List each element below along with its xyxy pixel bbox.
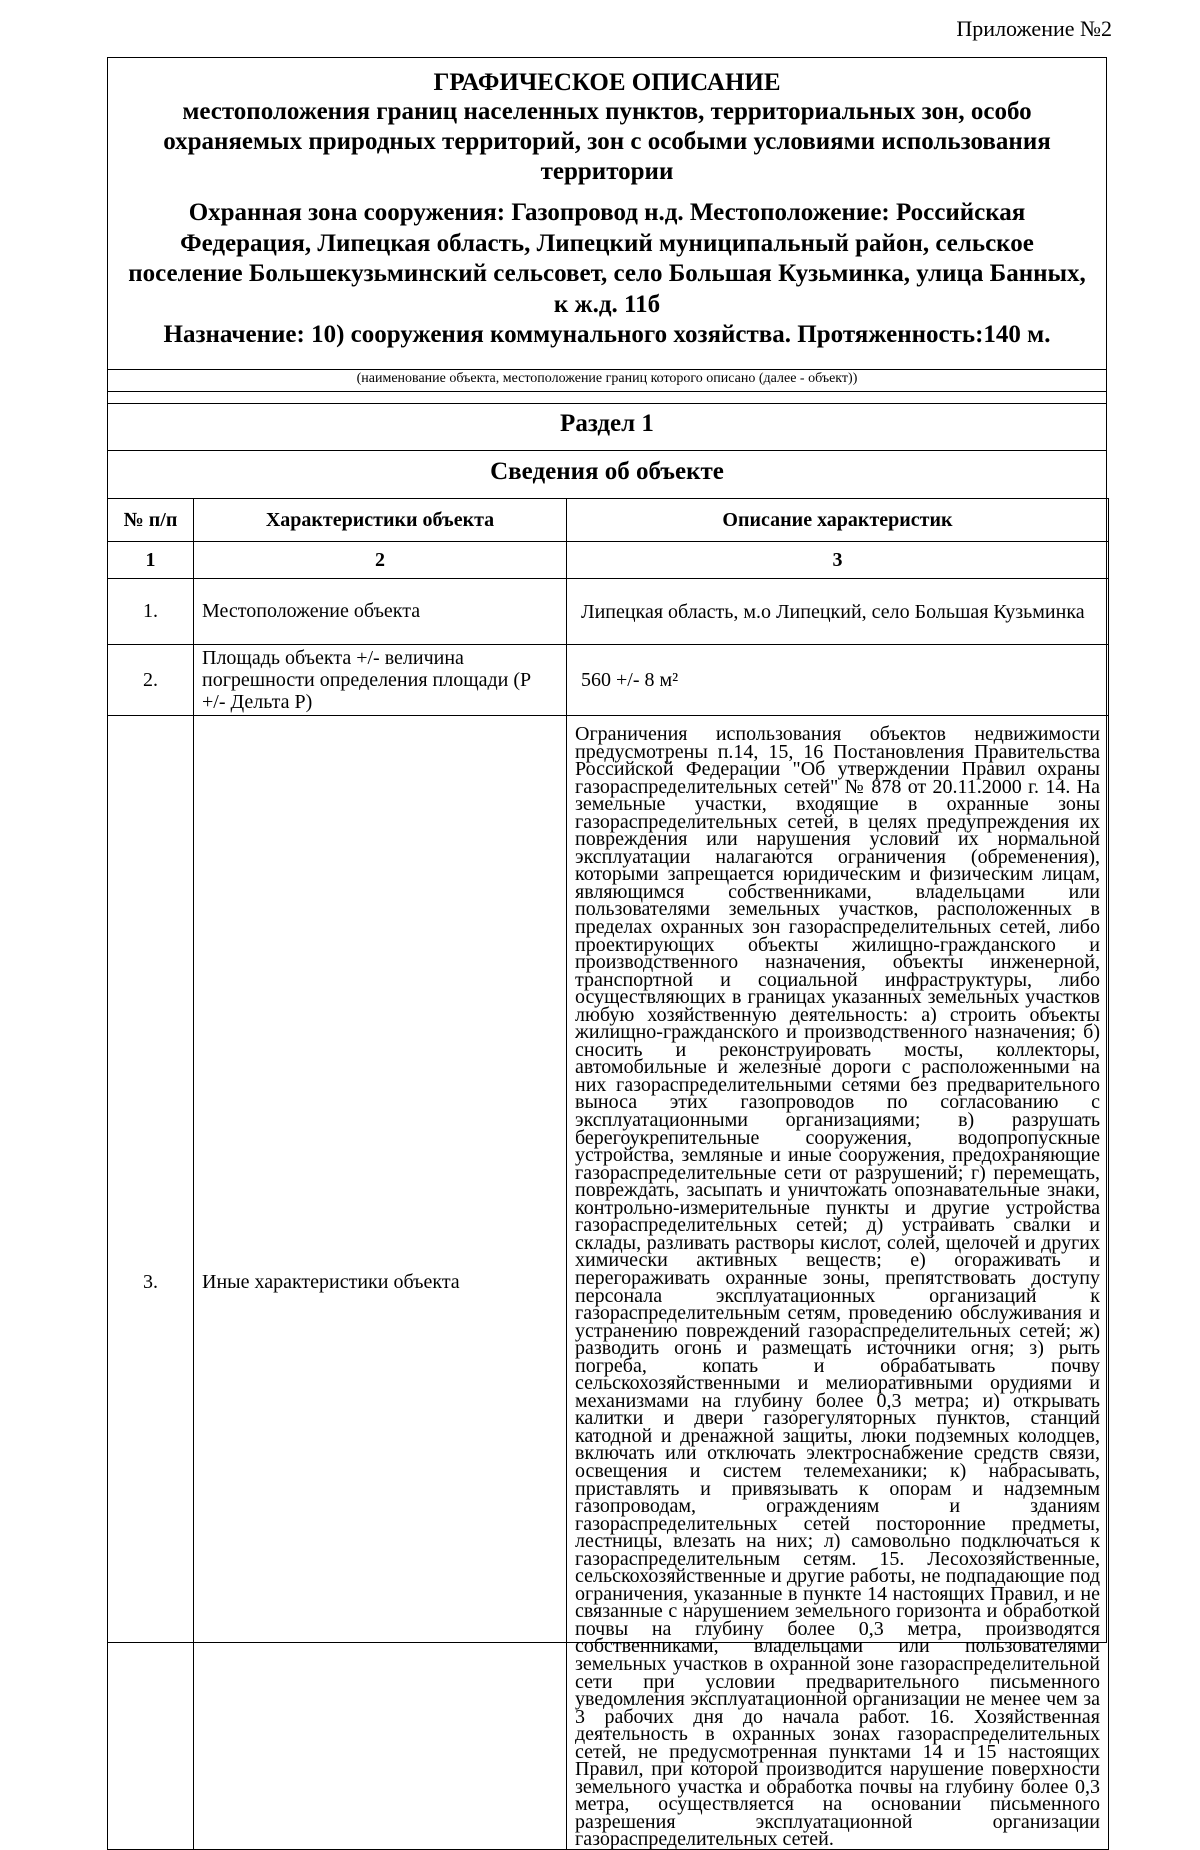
row-characteristic: Местоположение объекта	[194, 579, 567, 645]
column-number: 3	[567, 542, 1109, 579]
column-number: 1	[108, 542, 194, 579]
document-title: ГРАФИЧЕСКОЕ ОПИСАНИЕ	[433, 69, 781, 96]
object-purpose: Назначение: 10) сооружения коммунального хозяйства. Протяженность:140 м.	[163, 321, 1051, 348]
section-subtitle: Сведения об объекте	[490, 458, 724, 485]
row-number: 2.	[108, 645, 194, 716]
row-characteristic: Площадь объекта +/- величина погрешности определения площади (P +/- Дельта P)	[194, 645, 567, 716]
section-title: Раздел 1	[560, 410, 654, 437]
header-block	[108, 58, 1106, 369]
appendix-label: Приложение №2	[956, 16, 1112, 41]
row-description: 560 +/- 8 м²	[567, 645, 1109, 716]
divider	[108, 369, 1106, 370]
divider	[108, 403, 1106, 404]
row-description: Ограничения использования объектов недвижимости предусмотрены п.14, 15, 16 Постановления Правительства Российской Федерации "Об утверждении Правил охраны газораспределительных сетей" № 878 от 20.11.2000 г. 14. На земельные участки, входящие в охранные зоны газораспределительных сетей, в целях предупреждения их повреждения или нарушения условий их нормальной эксплуатации налагаются ограничения (обременения), которыми запрещается юридическим и физическим лицам, являющимся собственниками, владельцами или пользователями земельных участков, расположенных в пределах охранных зон газораспределительных сетей, либо проектирующих объекты жилищно-гражданского и производственного назначения, объекты инженерной, транспортной и социальной инфраструктуры, либо осуществляющих в границах указанных земельных участков любую хозяйственную деятельность: а) строить объекты жилищно-гражданского и производственного назначения; б) сносить и реконструировать мосты, коллекторы, автомобильные и железные дороги с расположенными на них газораспределительными сетями без предварительного выноса этих газопроводов по согласованию с эксплуатационными организациями; в) разрушать берегоукрепительные сооружения, водопропускные устройства, земляные и иные сооружения, предохраняющие газораспределительные сети от разрушений; г) перемещать, повреждать, засыпать и уничтожать опознавательные знаки, контрольно-измерительные пункты и другие устройства газораспределительных сетей; д) устраивать свалки и склады, разливать растворы кислот, солей, щелочей и других химически активных веществ; е) огораживать и перегораживать охранные зоны, препятствовать доступу персонала эксплуатационных организаций к газораспределительным сетям, проведению обслуживания и устранению повреждений газораспределительных сетей; ж) разводить огонь и размещать источники огня; з) рыть погреба, копать и обрабатывать почву сельскохозяйственными и мелиоративными орудиями и механизмами на глубину более 0,3 метра; и) открывать калитки и двери газорегуляторных пунктов, станций катодной и дренажной защиты, люки подземных колодцев, включать или отключать электроснабжение средств связи, освещения и систем телемеханики; к) набрасывать, приставлять и привязывать к опорам и надземным газопроводам, ограждениям и зданиям газораспределительных сетей посторонние предметы, лестницы, влезать на них; л) самовольно подключаться к газораспределительным сетям. 15. Лесохозяйственные, сельскохозяйственные и другие работы, не подпадающие под ограничения, указанные в пункте 14 настоящих Правил, и не связанные с нарушением земельного горизонта и обработкой почвы на глубину более 0,3 метра, производятся собственниками, владельцами или пользователями земельных участков в охранной зоне газораспределительной сети при условии предварительного письменного уведомления эксплуатационной организации не менее чем за 3 рабочих дня до начала работ. 16. Хозяйственная деятельность в охранных зонах газораспределительных сетей, не предусмотренная пунктами 14 и 15 настоящих Правил, при которой производится нарушение поверхности земельного участка и обработка почвы на глубину более 0,3 метра, осуществляется на основании письменного разрешения эксплуатационной организации газораспределительных сетей.	[567, 716, 1109, 1850]
document-subtitle: местоположения границ населенных пунктов, территориальных зон, особо охраняемых природных территорий, зон с особыми условиями использования территории	[163, 98, 1051, 185]
object-description: Охранная зона сооружения: Газопровод н.д. Местоположение: Российская Федерация, Липецкая область, Липецкий муниципальный район, сельское поселение Большекузьминский сельсовет, село Большая Кузьминка, улица Банных, к ж.д. 11б	[128, 199, 1086, 318]
divider	[108, 450, 1106, 451]
column-header: Характеристики объекта	[194, 499, 567, 542]
column-number-row	[108, 542, 1109, 579]
column-header: Описание характеристик	[567, 499, 1109, 542]
table-row	[108, 645, 1109, 716]
table-row	[108, 579, 1109, 645]
column-number: 2	[194, 542, 567, 579]
document-frame	[107, 57, 1107, 1850]
column-header: № п/п	[108, 499, 194, 542]
row-number: 1.	[108, 579, 194, 645]
row-characteristic: Иные характеристики объекта	[194, 716, 567, 1850]
divider	[108, 391, 1106, 392]
table-header-row	[108, 499, 1109, 542]
object-caption: (наименование объекта, местоположение границ которого описано (далее - объект))	[356, 371, 858, 386]
row-description: Липецкая область, м.о Липецкий, село Большая Кузьминка	[567, 579, 1109, 645]
object-info-table	[107, 498, 1109, 1850]
row-number: 3.	[108, 716, 194, 1850]
table-row	[108, 716, 1109, 1850]
